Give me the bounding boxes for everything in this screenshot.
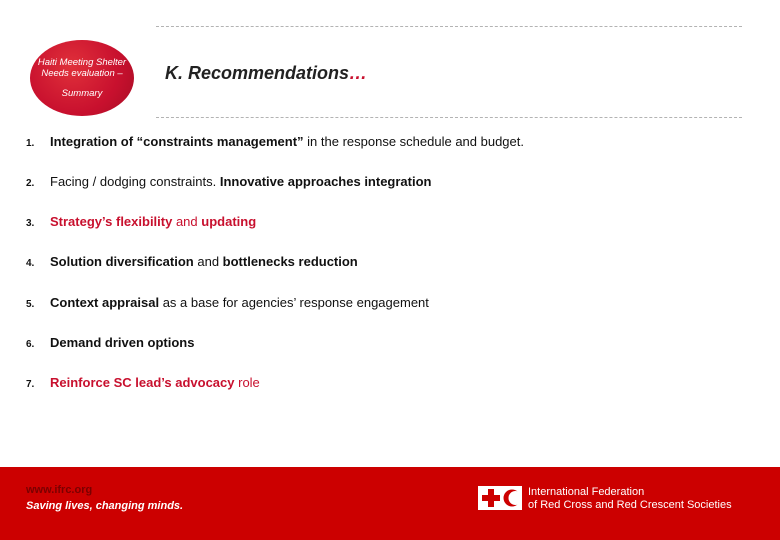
recommendation-text: in the response schedule and budget. (303, 134, 524, 149)
page-title (165, 63, 367, 84)
badge-line-3: Summary (61, 88, 103, 99)
section-badge (30, 40, 134, 116)
recommendation-item (26, 373, 260, 393)
recommendation-number: 6. (26, 339, 35, 350)
badge-line-1: Haiti Meeting Shelter (37, 57, 127, 68)
recommendation-text: Innovative approaches integration (219, 174, 432, 189)
recommendation-text: Reinforce SC lead’s advocacy (50, 375, 235, 390)
recommendation-text: and (172, 214, 202, 229)
recommendation-number: 5. (26, 299, 35, 310)
org-name-line-2: of Red Cross and Red Crescent Societies (528, 498, 732, 511)
footer-bar (0, 467, 780, 540)
recommendation-text: Context appraisal (50, 295, 160, 310)
recommendation-text: Integration of “constraints management” (50, 134, 304, 149)
recommendation-text: and (193, 254, 223, 269)
red-cross-crescent-icon (478, 486, 522, 510)
badge-line-2: Needs evaluation – (41, 68, 123, 79)
org-name (528, 486, 732, 511)
recommendation-item (26, 333, 194, 353)
title-divider (156, 117, 742, 118)
recommendation-number: 1. (26, 138, 35, 149)
recommendation-number: 2. (26, 178, 35, 189)
recommendation-text: bottlenecks reduction (222, 254, 358, 269)
recommendation-item (26, 212, 256, 232)
recommendation-item (26, 172, 431, 192)
recommendation-text: Solution diversification (50, 254, 194, 269)
recommendation-item (26, 132, 524, 152)
recommendation-text: Facing / dodging constraints. (50, 174, 220, 189)
recommendation-item (26, 293, 429, 313)
recommendation-number: 3. (26, 218, 35, 229)
footer-tagline: Saving lives, changing minds. (26, 500, 184, 512)
recommendation-item (26, 252, 358, 272)
page-title-ellipsis: … (349, 63, 368, 83)
recommendation-text: updating (201, 214, 257, 229)
footer-url[interactable]: www.ifrc.org (26, 484, 93, 496)
org-name-line-1: International Federation (528, 486, 645, 498)
recommendation-text: Demand driven options (50, 335, 195, 350)
recommendation-number: 4. (26, 258, 35, 269)
recommendation-number: 7. (26, 379, 35, 390)
recommendation-text: role (234, 375, 260, 390)
recommendation-text: as a base for agencies’ response engagement (159, 295, 429, 310)
page-title-text: K. Recommendations (165, 63, 350, 83)
recommendation-text: Strategy’s flexibility (50, 214, 173, 229)
top-divider (156, 26, 742, 27)
